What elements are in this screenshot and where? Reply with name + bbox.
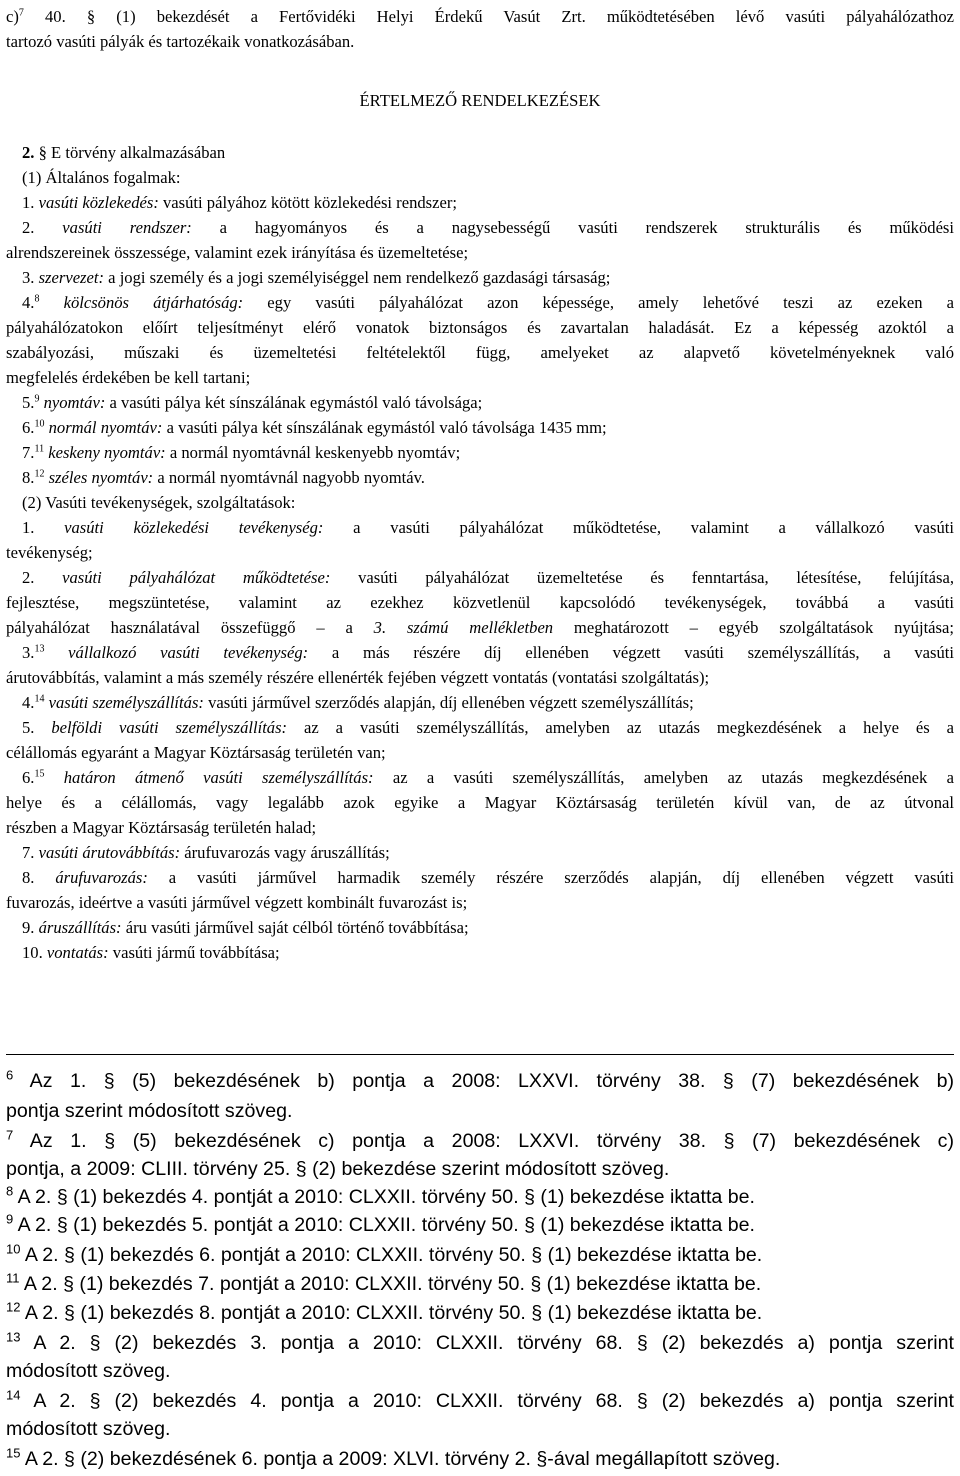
footnote-ref[interactable]: 11 bbox=[34, 443, 45, 455]
text-line: tevékenység; bbox=[6, 543, 93, 562]
definition-item: 5.$^9$ nyomtáv: a vasúti pálya két sínszálának egymástól való távolsága; bbox=[22, 393, 483, 412]
definition-item: 4.$^8$ kölcsönös átjárhatóság: egy vasúti pályahálózat azon képessége, amely lehetővé teszi az ezeken a bbox=[22, 293, 954, 312]
footnote-number: 9 bbox=[6, 1211, 14, 1227]
footnote-ref[interactable]: 9 bbox=[34, 393, 40, 405]
section-heading: ÉRTELMEZŐ RENDELKEZÉSEK bbox=[359, 91, 601, 110]
defined-term: vontatás: bbox=[46, 943, 109, 962]
text-line: tartozó vasúti pályák és tartozékaik vonatkozásában. bbox=[6, 32, 355, 51]
footnote-divider bbox=[6, 1054, 954, 1055]
defined-term: nyomtáv: bbox=[39, 393, 106, 412]
line-text: § E törvény alkalmazásában bbox=[34, 143, 226, 162]
definition-item: 6.15 határon átmenő vasúti személyszállítás: az a vasúti személyszállítás, amelyben az utazás megkezdésének a bbox=[22, 768, 954, 787]
subsection-title: (1) Általános fogalmak: bbox=[22, 168, 181, 187]
text-line: szabályozási, műszaki és üzemeltetési feltételektől függ, amelyeket az alapvető követelményeknek való bbox=[6, 343, 954, 362]
line-text: 40. § (1) bekezdését a Fertővidéki Helyi Érdekű Vasút Zrt. működtetésében lévő vasúti pályahálózathoz bbox=[23, 7, 954, 26]
text-line: megfelelés érdekében be kell tartani; bbox=[6, 368, 251, 387]
footnote-ref[interactable]: 10 bbox=[34, 418, 45, 430]
text-line: pályahálózat használatával összefüggő – a 3. számú mellékletben meghatározott – egyéb szolgáltatások nyújtása; bbox=[6, 618, 954, 637]
text-line: részben a Magyar Köztársaság területén halad; bbox=[6, 818, 317, 837]
text-line: alrendszereinek összessége, valamint ezek irányítása és üzemeltetése; bbox=[6, 243, 469, 262]
definition-item: 9. áruszállítás: áru vasúti járművel saját célból történő továbbítása; bbox=[22, 918, 469, 937]
footnote-6: $^6$ Az 1. § (5) bekezdésének b) pontja a 2008: LXXVI. törvény 38. § (7) bekezdésének b) bbox=[6, 1067, 954, 1092]
footnote-ref[interactable]: 12 bbox=[34, 468, 45, 480]
definition-item: 1. vasúti közlekedési tevékenység: a vasúti pályahálózat működtetése, valamint a vállalkozó vasúti bbox=[22, 518, 954, 537]
text-line bbox=[6, 6, 954, 28]
footnote-ref[interactable]: 8 bbox=[34, 293, 40, 305]
text-line: fejlesztése, megszüntetése, valamint az ezekhez közvetlenül kapcsolódó tevékenységek, továbbá a vasúti bbox=[6, 593, 954, 612]
footnote-number: 11 bbox=[6, 1270, 20, 1286]
section-number: 2. bbox=[22, 143, 35, 162]
defined-term: kölcsönös átjárhatóság: bbox=[39, 293, 244, 312]
footnote-12: $^{12}$ A 2. § (1) bekezdés 8. pontját a 2010: CLXXII. törvény 50. § (1) bekezdése iktatta be. bbox=[6, 1299, 763, 1324]
footnote-10: $^{10}$ A 2. § (1) bekezdés 6. pontját a 2010: CLXXII. törvény 50. § (1) bekezdése iktatta be. bbox=[6, 1241, 763, 1266]
defined-term: határon átmenő vasúti személyszállítás: bbox=[44, 768, 374, 787]
definition-item: 3.13 vállalkozó vasúti tevékenység: a más részére díj ellenében végzett vasúti személyszállítás, a vasúti bbox=[22, 643, 954, 662]
footnote-9: $^9$ A 2. § (1) bekezdés 5. pontját a 2010: CLXXII. törvény 50. § (1) bekezdése iktatta be. bbox=[6, 1211, 755, 1236]
defined-term: normál nyomtáv: bbox=[44, 418, 163, 437]
footnote-14-cont: módosított szöveg. bbox=[6, 1418, 171, 1440]
annex-reference[interactable]: 3. számú mellékletben bbox=[373, 618, 554, 637]
defined-term: széles nyomtáv: bbox=[44, 468, 154, 487]
footnote-7: $^7$ Az 1. § (5) bekezdésének c) pontja a 2008: LXXVI. törvény 38. § (7) bekezdésének c) bbox=[6, 1127, 954, 1152]
definition-item: 4.14 vasúti személyszállítás: vasúti járművel szerződés alapján, díj ellenében végzett személyszállítás; bbox=[22, 693, 694, 712]
footnote-8: $^8$ A 2. § (1) bekezdés 4. pontját a 2010: CLXXII. törvény 50. § (1) bekezdése iktatta be. bbox=[6, 1183, 755, 1208]
footnote-ref[interactable]: 7 bbox=[18, 7, 24, 19]
footnote-11: $^{11}$ A 2. § (1) bekezdés 7. pontját a 2010: CLXXII. törvény 50. § (1) bekezdése iktatta be. bbox=[6, 1270, 762, 1295]
defined-term: vasúti közlekedés: bbox=[38, 193, 159, 212]
definition-item: 6.10 normál nyomtáv: a vasúti pálya két sínszálának egymástól való távolsága 1435 mm; bbox=[22, 418, 607, 437]
definition-item: 2. vasúti rendszer: a hagyományos és a nagysebességű vasúti rendszerek strukturális és működési bbox=[22, 218, 955, 237]
defined-term: vasúti rendszer: bbox=[62, 218, 192, 237]
defined-term: vállalkozó vasúti tevékenység: bbox=[44, 643, 309, 662]
text-line: pályahálózatokon előírt teljesítményt elérő vonatok biztonságos és zavartalan haladását. Ez a képesség azoktól a bbox=[6, 318, 954, 337]
definition-item: 8. árufuvarozás: a vasúti járművel harmadik személy részére szerződés alapján, díj ellenében végzett vasúti bbox=[22, 868, 954, 887]
footnote-number: 13 bbox=[6, 1329, 21, 1345]
footnote-number: 15 bbox=[6, 1445, 21, 1461]
defined-term: áruszállítás: bbox=[38, 918, 122, 937]
text-line: helye és a célállomás, vagy legalább azok egyike a Magyar Köztársaság területén kívül van, de az útvonal bbox=[6, 793, 954, 812]
text-line: célállomás egyaránt a Magyar Köztársaság területén van; bbox=[6, 743, 386, 762]
defined-term: vasúti pályahálózat működtetése: bbox=[62, 568, 331, 587]
footnote-number: 6 bbox=[6, 1067, 14, 1083]
definition-item: 5. belföldi vasúti személyszállítás: az a vasúti személyszállítás, amelyben az utazás megkezdésének a helye és a bbox=[22, 718, 955, 737]
subsection-title: (2) Vasúti tevékenységek, szolgáltatások: bbox=[22, 493, 296, 512]
definition-item: 8.12 széles nyomtáv: a normál nyomtávnál nagyobb nyomtáv. bbox=[22, 468, 425, 487]
footnote-number: 14 bbox=[6, 1387, 21, 1403]
defined-term: árufuvarozás: bbox=[55, 868, 148, 887]
footnote-ref[interactable]: 14 bbox=[34, 693, 45, 705]
defined-term: belföldi vasúti személyszállítás: bbox=[51, 718, 288, 737]
defined-term: vasúti árutovábbítás: bbox=[38, 843, 181, 862]
defined-term: keskeny nyomtáv: bbox=[44, 443, 166, 462]
item-letter: c) bbox=[6, 7, 19, 26]
footnote-6-cont: pontja szerint módosított szöveg. bbox=[6, 1100, 293, 1122]
definition-item: 3. szervezet: a jogi személy és a jogi személyiséggel nem rendelkező gazdasági társaság; bbox=[22, 268, 611, 287]
text-line: árutovábbítás, valamint a más személy részére ellenérték fejében végzett vontatás (vontatási szolgáltatás); bbox=[6, 668, 710, 687]
footnote-ref[interactable]: 13 bbox=[34, 643, 45, 655]
footnote-number: 10 bbox=[6, 1241, 21, 1257]
text-line: fuvarozás, ideértve a vasúti járművel végzett kombinált fuvarozást is; bbox=[6, 893, 468, 912]
footnote-15: $^{15}$ A 2. § (2) bekezdésének 6. pontja a 2009: XLVI. törvény 2. §-ával megállapított szöveg. bbox=[6, 1445, 781, 1470]
defined-term: vasúti személyszállítás: bbox=[44, 693, 204, 712]
definition-item: 2. vasúti pályahálózat működtetése: vasúti pályahálózat üzemeltetése és fenntartása, létesítése, felújítása, bbox=[22, 568, 954, 587]
footnote-13-cont: módosított szöveg. bbox=[6, 1360, 171, 1382]
footnote-7-cont: pontja, a 2009: CLIII. törvény 25. § (2) bekezdése szerint módosított szöveg. bbox=[6, 1158, 670, 1180]
footnote-13: $^{13}$ A 2. § (2) bekezdés 3. pontja a 2010: CLXXII. törvény 68. § (2) bekezdés a) pontja szerint bbox=[6, 1329, 954, 1354]
defined-term: vasúti közlekedési tevékenység: bbox=[64, 518, 324, 537]
section-title bbox=[22, 142, 954, 164]
footnote-14: $^{14}$ A 2. § (2) bekezdés 4. pontja a 2010: CLXXII. törvény 68. § (2) bekezdés a) pontja szerint bbox=[6, 1387, 954, 1412]
definition-item: 7. vasúti árutovábbítás: árufuvarozás vagy áruszállítás; bbox=[22, 843, 390, 862]
definition-item: 1. vasúti közlekedés: vasúti pályához kötött közlekedési rendszer; bbox=[22, 193, 457, 212]
footnote-number: 7 bbox=[6, 1127, 14, 1143]
definition-item: 10. vontatás: vasúti jármű továbbítása; bbox=[22, 943, 280, 962]
footnote-number: 12 bbox=[6, 1299, 21, 1315]
defined-term: szervezet: bbox=[38, 268, 105, 287]
footnote-number: 8 bbox=[6, 1183, 14, 1199]
footnote-ref[interactable]: 15 bbox=[34, 768, 45, 780]
definition-item: 7.11 keskeny nyomtáv: a normál nyomtávnál keskenyebb nyomtáv; bbox=[22, 443, 461, 462]
